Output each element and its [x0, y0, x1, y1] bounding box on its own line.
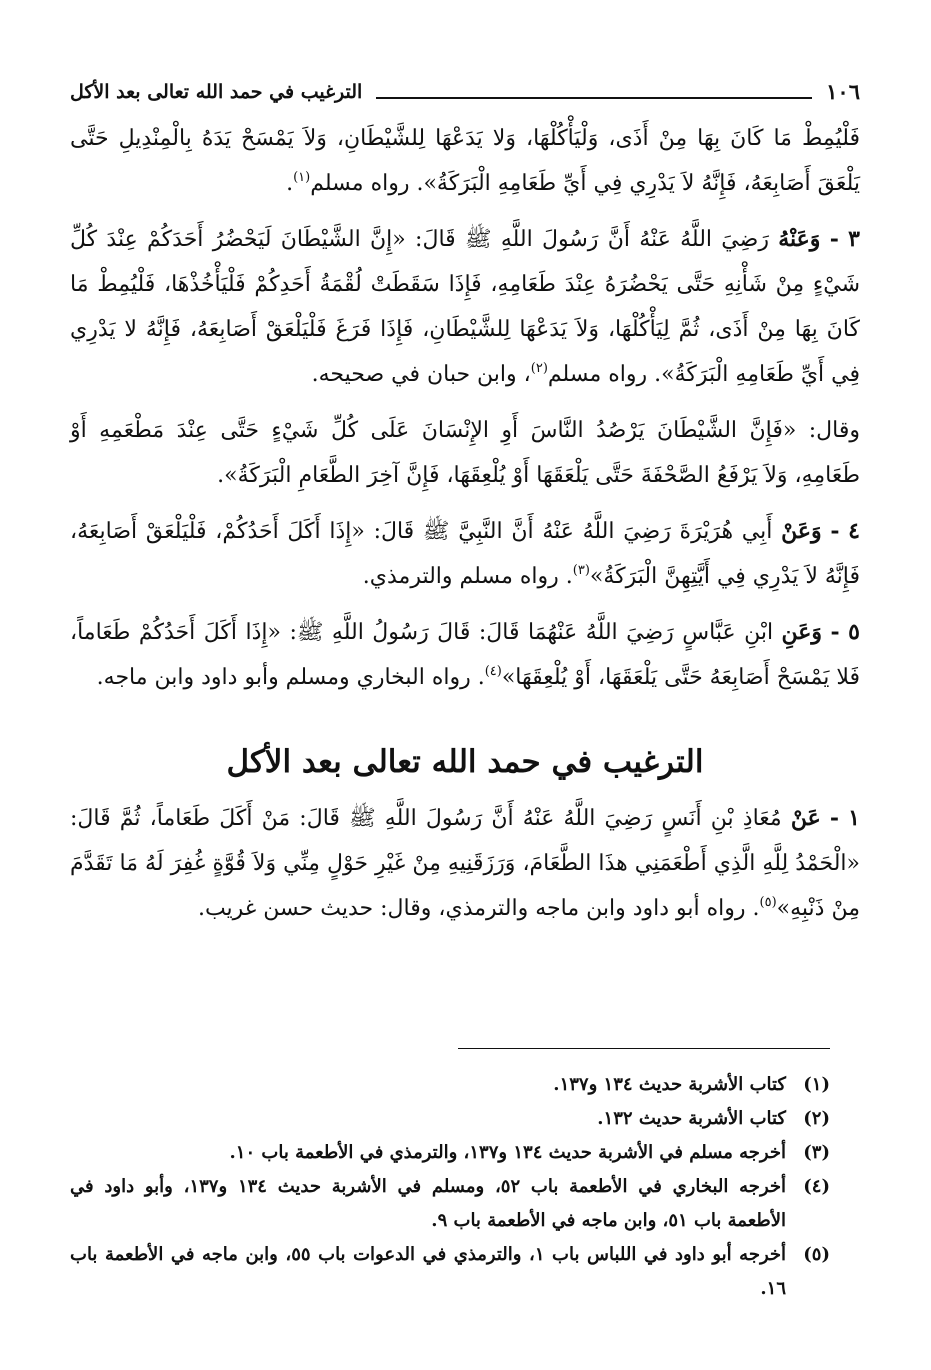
footnotes — [70, 1068, 830, 1306]
footnote-separator — [458, 1048, 830, 1049]
hadith-lead: وَعَنْ — [781, 518, 822, 544]
footnote-text: أخرجه البخاري في الأطعمة باب ٥٢، ومسلم في الأشربة حديث ١٣٤ و١٣٧، وأبو داود في الأطعمة باب ٥١، وابن ماجه في الأطعمة باب ٩. — [70, 1176, 786, 1231]
header-rule — [376, 97, 812, 99]
footnote-text: كتاب الأشربة حديث ١٣٢. — [597, 1108, 786, 1129]
hadith-number: ٥ — [848, 619, 860, 645]
footnote-ref: (٢) — [530, 361, 548, 376]
footnote-label: (٣) — [803, 1142, 830, 1163]
hadith-lead: وَعَنْهُ — [778, 226, 821, 252]
running-header — [70, 78, 860, 104]
hadith-lead: وقال: — [808, 418, 860, 443]
hadith-source: . رواه البخاري ومسلم وأبو داود وابن ماجه. — [96, 665, 485, 690]
hadith-lead: عَنْ — [790, 805, 821, 831]
hadith-text: أَبِي هُرَيْرَةَ رَضِيَ اللَّهُ عَنْهُ أَنَّ النَّبِيَّ ﷺ قَالَ: «إِذَا أَكَلَ أَحَدُكُمْ، فَلْيَلْعَقْ أَصَابِعَهُ، فَإِنَّهُ لاَ يَدْرِي فِي أَيَّتِهِنَّ الْبَرَكَةُ» — [70, 519, 860, 589]
footnote-ref: (٥) — [759, 895, 777, 910]
footnote-text: أخرجه أبو داود في اللباس باب ١، والترمذي في الدعوات باب ٥٥، وابن ماجه في الأطعمة باب ١٦. — [70, 1244, 787, 1299]
footnote-ref: (٣) — [572, 563, 590, 578]
footnote-item — [70, 1170, 830, 1238]
footnote-item — [70, 1102, 830, 1136]
hadith-lead: وَعَنِ — [781, 619, 823, 645]
hadith-text: ابْنِ عَبَّاسٍ رَضِيَ اللَّهُ عَنْهُمَا قَالَ: قَالَ رَسُولُ اللَّهِ ﷺ: «إِذَا أَكَلَ أَحَدُكُمْ طَعَاماً، فَلا يَمْسَحْ أَصَابِعَهُ حَتَّى يَلْعَقَهَا، أَوْ يُلْعِقَهَا» — [70, 620, 860, 690]
footnote-item — [70, 1238, 830, 1306]
hadith-number: ٣ — [848, 226, 860, 252]
section-hadith-1: ١ - عَنْ مُعَاذِ بْنِ أَنَسٍ رَضِيَ اللَّهُ عَنْهُ أَنَّ رَسُولَ اللَّهِ ﷺ قَالَ: مَنْ أَكَلَ طَعَاماً، ثُمَّ قَالَ: «الْحَمْدُ لِلَّهِ الَّذِي أَطْعَمَنِي هذَا الطَّعَامَ، وَرَزَقَنِيهِ مِنْ غَيْرِ حَوْلٍ مِنِّي وَلاَ قُوَّةٍ غُفِرَ لَهُ مَا تَقَدَّمَ مِنْ ذَنْبِهِ»$^{(٥)}$. رواه أبو داود وابن ماجه والترمذي، وقال: حديث حسن غريب. — [70, 805, 860, 921]
hadith-text: رَضِيَ اللَّهُ عَنْهُ أَنَّ رَسُولَ اللَّهِ ﷺ قَالَ: «إِنَّ الشَّيْطَانَ لَيَحْضُرُ أَحَدَكُمْ عِنْدَ كُلِّ شَيْءٍ مِنْ شَأْنِهِ حَتَّى يَحْضُرَهُ عِنْدَ طَعَامِهِ، فَإِذَا سَقَطَتْ لُقْمَةُ أَحَدِكُمْ فَلْيَأْخُذْهَا، فَلْيُمِطْ مَا كَانَ بِهَا مِنْ أَذَى، ثُمَّ لِيَأْكُلْهَا، وَلاَ يَدَعْهَا لِلشَّيْطَانِ، فَإِذَا فَرَغَ فَلْيَلْعَقْ أَصَابِعَهُ، فَإِنَّهُ لا يَدْرِي فِي أَيِّ طَعَامِهِ الْبَرَكَةُ». — [70, 227, 860, 387]
footnote-label: (٤) — [803, 1176, 830, 1197]
hadith-4: ٤ - وَعَنْ أَبِي هُرَيْرَةَ رَضِيَ اللَّهُ عَنْهُ أَنَّ النَّبِيَّ ﷺ قَالَ: «إِذَا أَكَلَ أَحَدُكُمْ، فَلْيَلْعَقْ أَصَابِعَهُ، فَإِنَّهُ لاَ يَدْرِي فِي أَيَّتِهِنَّ الْبَرَكَةُ»$^{(٣)}$. رواه مسلم والترمذي. — [70, 518, 860, 589]
hadith-source-tail: ، وابن حبان في صحيحه. — [311, 362, 531, 387]
footnote-text: أخرجه مسلم في الأشربة حديث ١٣٤ و١٣٧، والترمذي في الأطعمة باب ١٠. — [229, 1142, 786, 1163]
section-title: الترغيب في حمد الله تعالى بعد الأكل — [226, 744, 704, 780]
footnote-item — [70, 1136, 830, 1170]
footnote-item — [70, 1068, 830, 1102]
hadith-text: «فَإِنَّ الشَّيْطَانَ يَرْصُدُ النَّاسَ أَوِ الإِنْسَانَ عَلَى كُلِّ شَيْءٍ حَتَّى عِنْدَ مَطْعَمِهِ أَوْ طَعَامِهِ، وَلاَ يَرْفَعُ الصَّحْفَةَ حَتَّى يَلْعَقَهَا أَوْ يُلْعِقَهَا، فَإِنَّ آخِرَ الطَّعَامِ الْبَرَكَةُ». — [70, 418, 860, 488]
book-page — [70, 78, 860, 1318]
hadith-source: رواه مسلم — [547, 362, 648, 387]
footnote-text: كتاب الأشربة حديث ١٣٤ و١٣٧. — [553, 1074, 786, 1095]
footnote-label: (٥) — [803, 1244, 830, 1265]
hadith-source: . رواه أبو داود وابن ماجه والترمذي، وقال: حديث حسن غريب. — [197, 896, 760, 921]
footnote-label: (١) — [803, 1074, 830, 1095]
hadith-text: فَلْيُمِطْ مَا كَانَ بِهَا مِنْ أَذَى، وَلْيَأْكُلْهَا، وَلا يَدَعْهَا لِلشَّيْطَانِ، وَلاَ يَمْسَحْ يَدَهُ بِالْمِنْدِيلِ حَتَّى يَلْعَقَ أَصَابِعَهُ، فَإِنَّهُ لاَ يَدْرِي فِي أَيِّ طَعَامِهِ الْبَرَكَةُ». — [70, 126, 860, 196]
footnote-ref: (١) — [293, 170, 311, 185]
hadith-3: ٣ - وَعَنْهُ رَضِيَ اللَّهُ عَنْهُ أَنَّ رَسُولَ اللَّهِ ﷺ قَالَ: «إِنَّ الشَّيْطَانَ لَيَحْضُرُ أَحَدَكُمْ عِنْدَ كُلِّ شَيْءٍ مِنْ شَأْنِهِ حَتَّى يَحْضُرَهُ عِنْدَ طَعَامِهِ، فَإِذَا سَقَطَتْ لُقْمَةُ أَحَدِكُمْ فَلْيَأْخُذْهَا، فَلْيُمِطْ مَا كَانَ بِهَا مِنْ أَذَى، ثُمَّ لِيَأْكُلْهَا، وَلاَ يَدَعْهَا لِلشَّيْطَانِ، فَإِذَا فَرَغَ فَلْيَلْعَقْ أَصَابِعَهُ، فَإِنَّهُ لا يَدْرِي فِي أَيِّ طَعَامِهِ الْبَرَكَةُ». رواه مسلم$^{(٢)}$، وابن حبان في صحيحه. — [70, 226, 860, 387]
paragraph-continuation: فَلْيُمِطْ مَا كَانَ بِهَا مِنْ أَذَى، وَلْيَأْكُلْهَا، وَلا يَدَعْهَا لِلشَّيْطَانِ، وَلاَ يَمْسَحْ يَدَهُ بِالْمِنْدِيلِ حَتَّى يَلْعَقَ أَصَابِعَهُ، فَإِنَّهُ لاَ يَدْرِي فِي أَيِّ طَعَامِهِ الْبَرَكَةُ». رواه مسلم$^{(١)}$. — [70, 126, 860, 196]
hadith-number: ٤ — [848, 518, 860, 544]
page-number: ١٠٦ — [826, 79, 860, 104]
footnote-ref: (٤) — [484, 664, 502, 679]
hadith-text: مُعَاذِ بْنِ أَنَسٍ رَضِيَ اللَّهُ عَنْهُ أَنَّ رَسُولَ اللَّهِ ﷺ قَالَ: مَنْ أَكَلَ طَعَاماً، ثُمَّ قَالَ: «الْحَمْدُ لِلَّهِ الَّذِي أَطْعَمَنِي هذَا الطَّعَامَ، وَرَزَقَنِيهِ مِنْ غَيْرِ حَوْلٍ مِنِّي وَلاَ قُوَّةٍ غُفِرَ لَهُ مَا تَقَدَّمَ مِنْ ذَنْبِهِ» — [70, 806, 860, 921]
running-title: الترغيب في حمد الله تعالى بعد الأكل — [70, 81, 363, 103]
hadith-number: ١ — [848, 805, 860, 831]
hadith-3-continued — [70, 408, 860, 498]
main-text — [70, 116, 860, 931]
hadith-source: رواه مسلم — [310, 171, 410, 196]
footnote-label: (٢) — [803, 1108, 830, 1129]
hadith-5: ٥ - وَعَنِ ابْنِ عَبَّاسٍ رَضِيَ اللَّهُ عَنْهُمَا قَالَ: قَالَ رَسُولُ اللَّهِ ﷺ: «إِذَا أَكَلَ أَحَدُكُمْ طَعَاماً، فَلا يَمْسَحْ أَصَابِعَهُ حَتَّى يَلْعَقَهَا، أَوْ يُلْعِقَهَا»$^{(٤)}$. رواه البخاري ومسلم وأبو داود وابن ماجه. — [70, 619, 860, 690]
hadith-source: . رواه مسلم والترمذي. — [362, 564, 573, 589]
